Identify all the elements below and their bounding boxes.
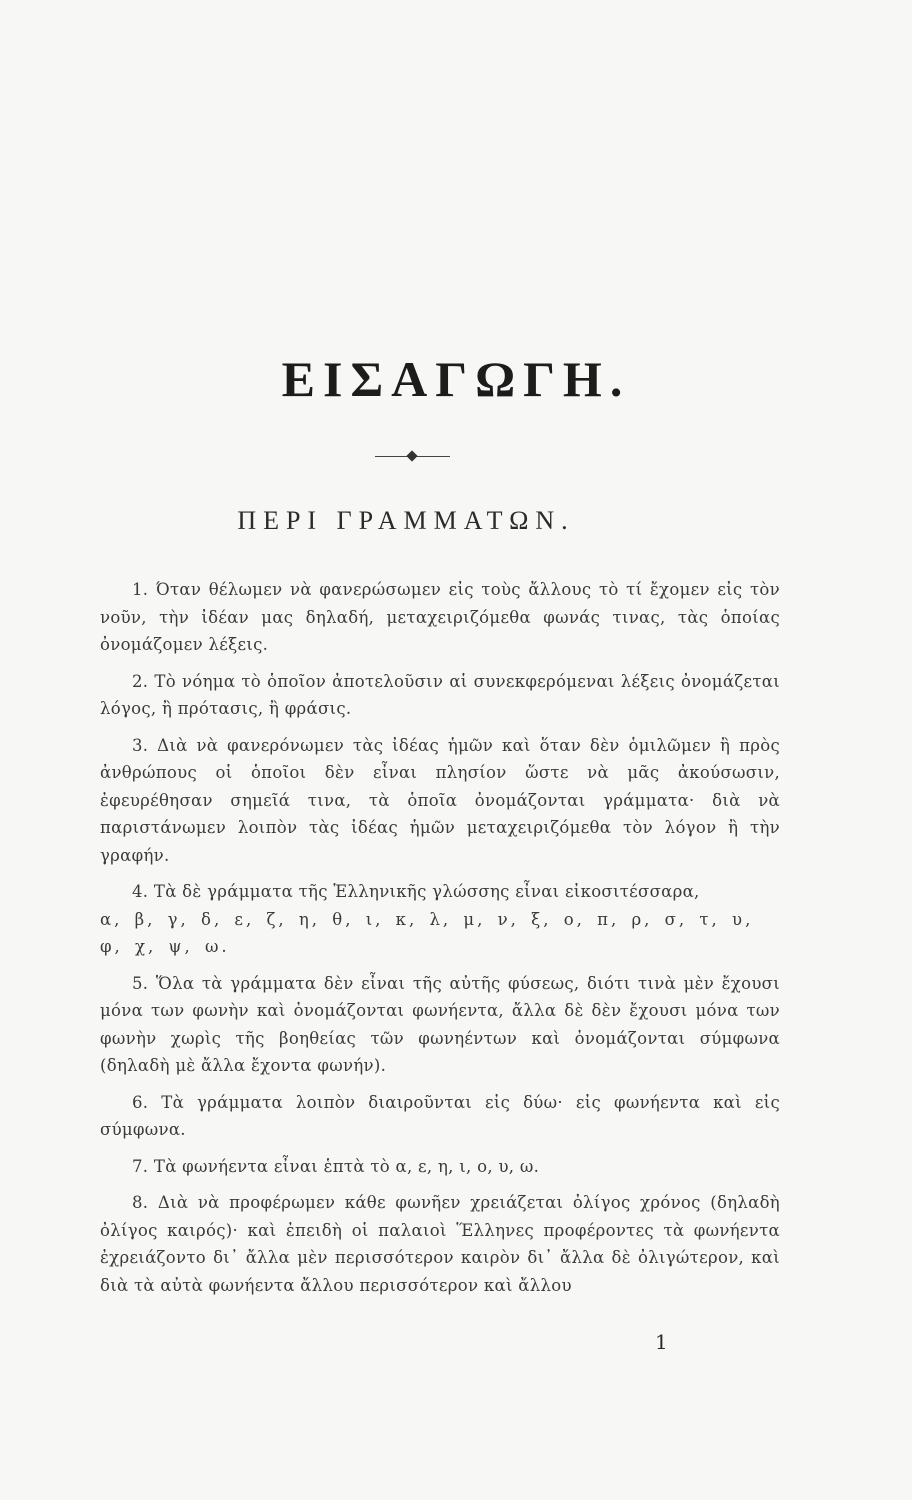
paragraph-4: 4. Τὰ δὲ γράμματα τῆς Ἑλληνικῆς γλώσσης εἶναι εἰκοσιτέσσαρα,	[132, 882, 700, 901]
paragraph-6: 6. Τὰ γράμματα λοιπὸν διαιροῦνται εἰς δύω· εἰς φωνήεντα καὶ εἰς σύμφωνα.	[100, 1092, 780, 1139]
body-text	[100, 576, 780, 1308]
paragraph-2: 2. Τὸ νόημα τὸ ὁποῖον ἀποτελοῦσιν αἱ συνεκφερόμεναι λέξεις ὀνομάζεται λόγος, ἢ πρότασις, ἢ φράσις.	[100, 671, 780, 718]
section-subtitle: ΠΕΡΙ ΓΡΑΜΜΑΤΩΝ.	[237, 506, 575, 535]
paragraph-1: 1. Όταν θέλωμεν νὰ φανερώσωμεν εἰς τοὺς ἄλλους τὸ τί ἔχομεν εἰς τὸν νοῦν, τὴν ἰδέαν μας δηλαδή, μεταχειριζόμεθα φωνάς τινας, τὰς ὁποίας ὀνομάζομεν λέξεις.	[100, 580, 780, 654]
paragraph-8: 8. Διὰ νὰ προφέρωμεν κάθε φωνῆεν χρειάζεται ὀλίγος χρόνος (δηλαδὴ ὀλίγος καιρός)· καὶ ἐπειδὴ οἱ παλαιοὶ Ἕλληνες προφέροντες τὰ φωνήεντα ἐχρειάζοντο δι᾽ ἄλλα μὲν περισσότερον καιρὸν δι᾽ ἄλλα δὲ ὀλιγώτερον, καὶ διὰ τὰ αὐτὰ φωνήεντα ἄλλου περισσότερον καὶ ἄλλου	[100, 1193, 780, 1295]
alphabet-list: α, β, γ, δ, ε, ζ, η, θ, ι, κ, λ, μ, ν, ξ, ο, π, ρ, σ, τ, υ, φ, χ, ψ, ω.	[100, 909, 754, 956]
diamond-ornament-icon	[406, 450, 417, 461]
page-title: ΕΙΣΑΓΩΓΗ.	[281, 351, 631, 407]
paragraph-5: 5. Ὅλα τὰ γράμματα δὲν εἶναι τῆς αὐτῆς φύσεως, διότι τινὰ μὲν ἔχουσι μόνα των φωνὴν καὶ ὀνομάζονται φωνήεντα, ἄλλα δὲ δὲν ἔχουσι μόνα των φωνὴν χωρὶς τῆς βοηθείας τῶν φωνηέντων καὶ ὀνομάζονται σύμφωνα (δηλαδὴ μὲ ἄλλα ἔχοντα φωνήν).	[100, 973, 780, 1075]
paragraph-3: 3. Διὰ νὰ φανερόνωμεν τὰς ἰδέας ἡμῶν καὶ ὅταν δὲν ὁμιλῶμεν ἢ πρὸς ἀνθρώπους οἱ ὁποῖοι δὲν εἶναι πλησίον ὥστε νὰ μᾶς ἀκούσωσιν, ἐφευρέθησαν σημεῖά τινα, τὰ ὁποῖα ὀνομάζονται γράμματα· διὰ νὰ παριστάνωμεν λοιπὸν τὰς ἰδέας ἡμῶν μεταχειριζόμεθα τὸν λόγον ἢ τὴν γραφήν.	[100, 735, 780, 865]
page-number: 1	[655, 1330, 668, 1354]
paragraph-7: 7. Τὰ φωνήεντα εἶναι ἑπτὰ τὸ α, ε, η, ι, ο, υ, ω.	[132, 1156, 540, 1176]
